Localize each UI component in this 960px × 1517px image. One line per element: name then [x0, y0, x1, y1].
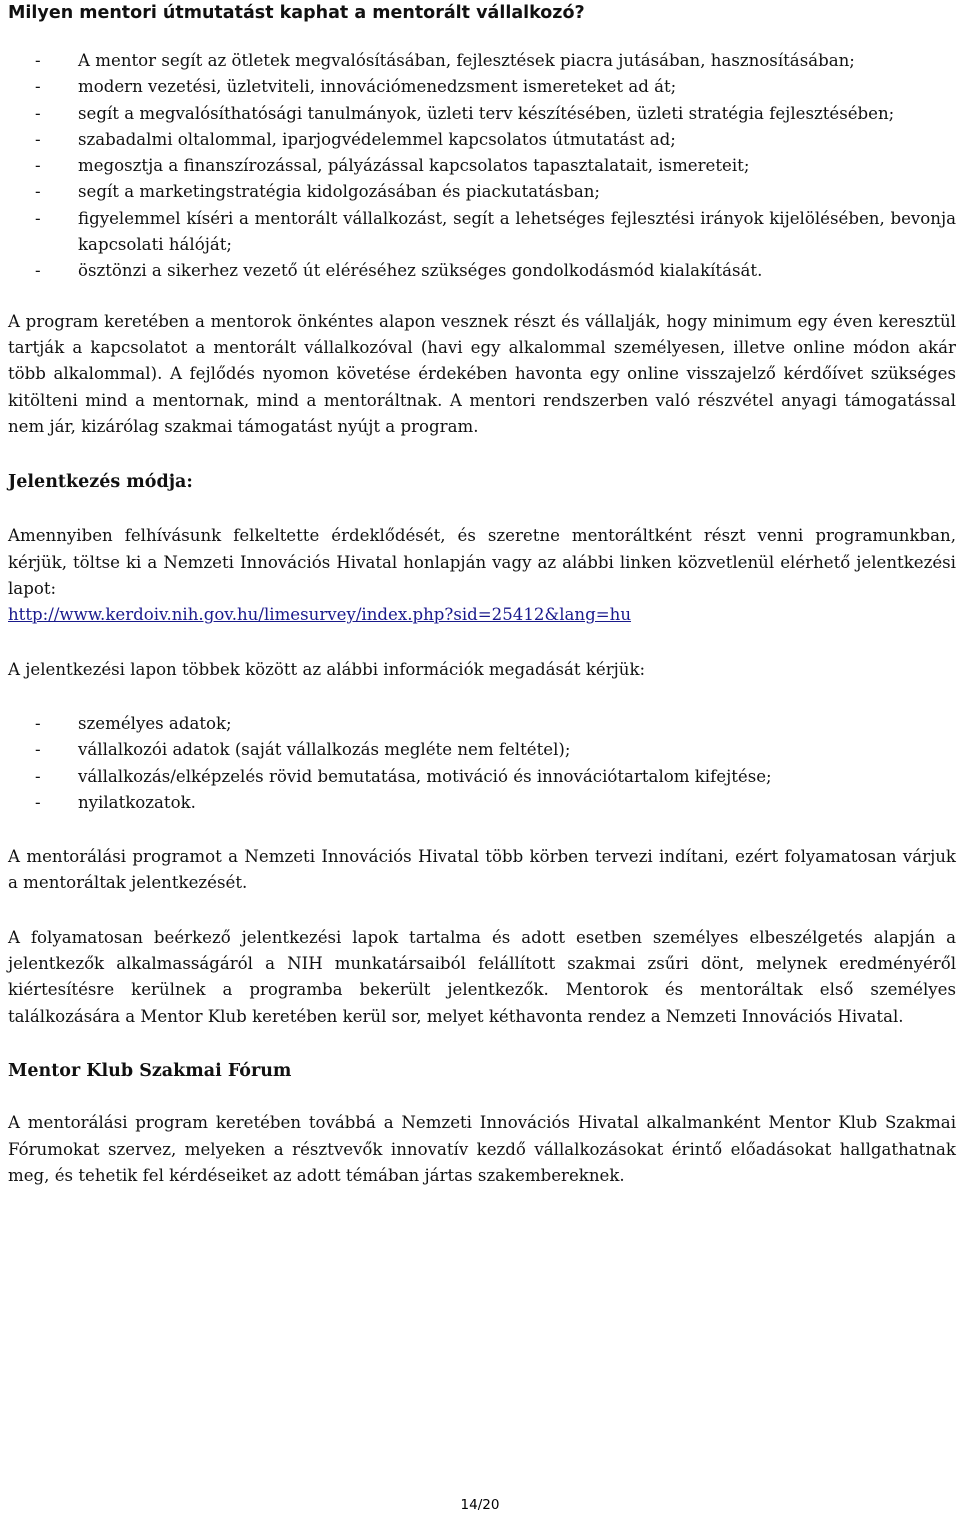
list-intro: A jelentkezési lapon többek között az alábbi információk megadását kérjük:: [8, 659, 646, 679]
list-item: - segít a megvalósíthatósági tanulmányok, üzleti terv készítésében, üzleti stratégia fejlesztésében;: [8, 101, 956, 127]
mentor-club-paragraph: A mentorálási program keretében továbbá a Nemzeti Innovációs Hivatal alkalmanként Mentor Klub Szakmai Fórumokat szervez, melyeken a résztvevők innovatív kezdő vállalkozásokat érintő előadásokat hallgathatnak meg, és tehetik fel kérdéseiket az adott témában jártas szakembereknek.: [8, 1113, 956, 1185]
program-paragraph: A program keretében a mentorok önkéntes alapon vesznek részt és vállalják, hogy minimum egy éven keresztül tartják a kapcsolatot a mentorált vállalkozóval (havi egy alkalommal személyesen, illetve online módon akár több alkalommal). A fejlődés nyomon követése érdekében havonta egy online visszajelző kérdőívet szükséges kitölteni mind a mentornak, mind a mentoráltnak. A mentori rendszerben való részvétel anyagi támogatással nem jár, kizárólag szakmai támogatást nyújt a program.: [8, 311, 956, 436]
link-line: [8, 602, 956, 628]
section-title-application: Jelentkezés módja:: [8, 472, 193, 493]
list-item: - megosztja a finanszírozással, pályázással kapcsolatos tapasztalatait, ismereteit;: [8, 153, 956, 179]
list-item: - segít a marketingstratégia kidolgozásában és piackutatásban;: [8, 179, 956, 205]
list-item: - személyes adatok;: [8, 711, 956, 737]
application-link[interactable]: http://www.kerdoiv.nih.gov.hu/limesurvey/index.php?sid=25412&lang=hu: [8, 605, 632, 625]
list-item: - szabadalmi oltalommal, iparjogvédelemmel kapcsolatos útmutatást ad;: [8, 127, 956, 153]
list-item: - ösztönzi a sikerhez vezető út eléréséhez szükséges gondolkodásmód kialakítását.: [8, 258, 956, 284]
section-title-mentor-club: Mentor Klub Szakmai Fórum: [8, 1060, 292, 1081]
section-title-mentor-guidance: Milyen mentori útmutatást kaphat a mentorált vállalkozó?: [8, 3, 585, 23]
selection-paragraph: A folyamatosan beérkező jelentkezési lapok tartalma és adott esetben személyes elbeszélgetés alapján a jelentkezők alkalmasságáról a NIH munkatársaiból felállított szakmai zsűri dönt, melynek eredményéről kiértesítésre kerülnek a programba bekerült jelentkezők. Mentorok és mentoráltak első személyes találkozására a Mentor Klub keretében kerül sor, melyet kéthavonta rendez a Nemzeti Innovációs Hivatal.: [8, 927, 956, 1026]
list-item: - vállalkozás/elképzelés rövid bemutatása, motiváció és innovációtartalom kifejtése;: [8, 764, 956, 790]
page-number: 14/20: [460, 1497, 500, 1513]
application-info-list: [8, 711, 956, 816]
list-item: - modern vezetési, üzletviteli, innovációmenedzsment ismereteket ad át;: [8, 74, 956, 100]
list-item: - vállalkozói adatok (saját vállalkozás megléte nem feltétel);: [8, 737, 956, 763]
document-page: [8, 0, 956, 1189]
application-intro: Amennyiben felhívásunk felkeltette érdeklődését, és szeretne mentoráltként részt venni programunkban, kérjük, töltse ki a Nemzeti Innovációs Hivatal honlapján vagy az alábbi linken közvetlenül elérhető jelentkezési lapot:: [8, 526, 956, 599]
list-item: - figyelemmel kíséri a mentorált vállalkozást, segít a lehetséges fejlesztési irányok kijelölésében, bevonja kapcsolati hálóját;: [8, 206, 956, 259]
guidance-list: [8, 48, 956, 285]
list-item: - nyilatkozatok.: [8, 790, 956, 816]
rounds-paragraph: A mentorálási programot a Nemzeti Innovációs Hivatal több körben tervezi indítani, ezért folyamatosan várjuk a mentoráltak jelentkezését.: [8, 847, 956, 893]
list-item: - A mentor segít az ötletek megvalósításában, fejlesztések piacra jutásában, hasznosításában;: [8, 48, 956, 74]
